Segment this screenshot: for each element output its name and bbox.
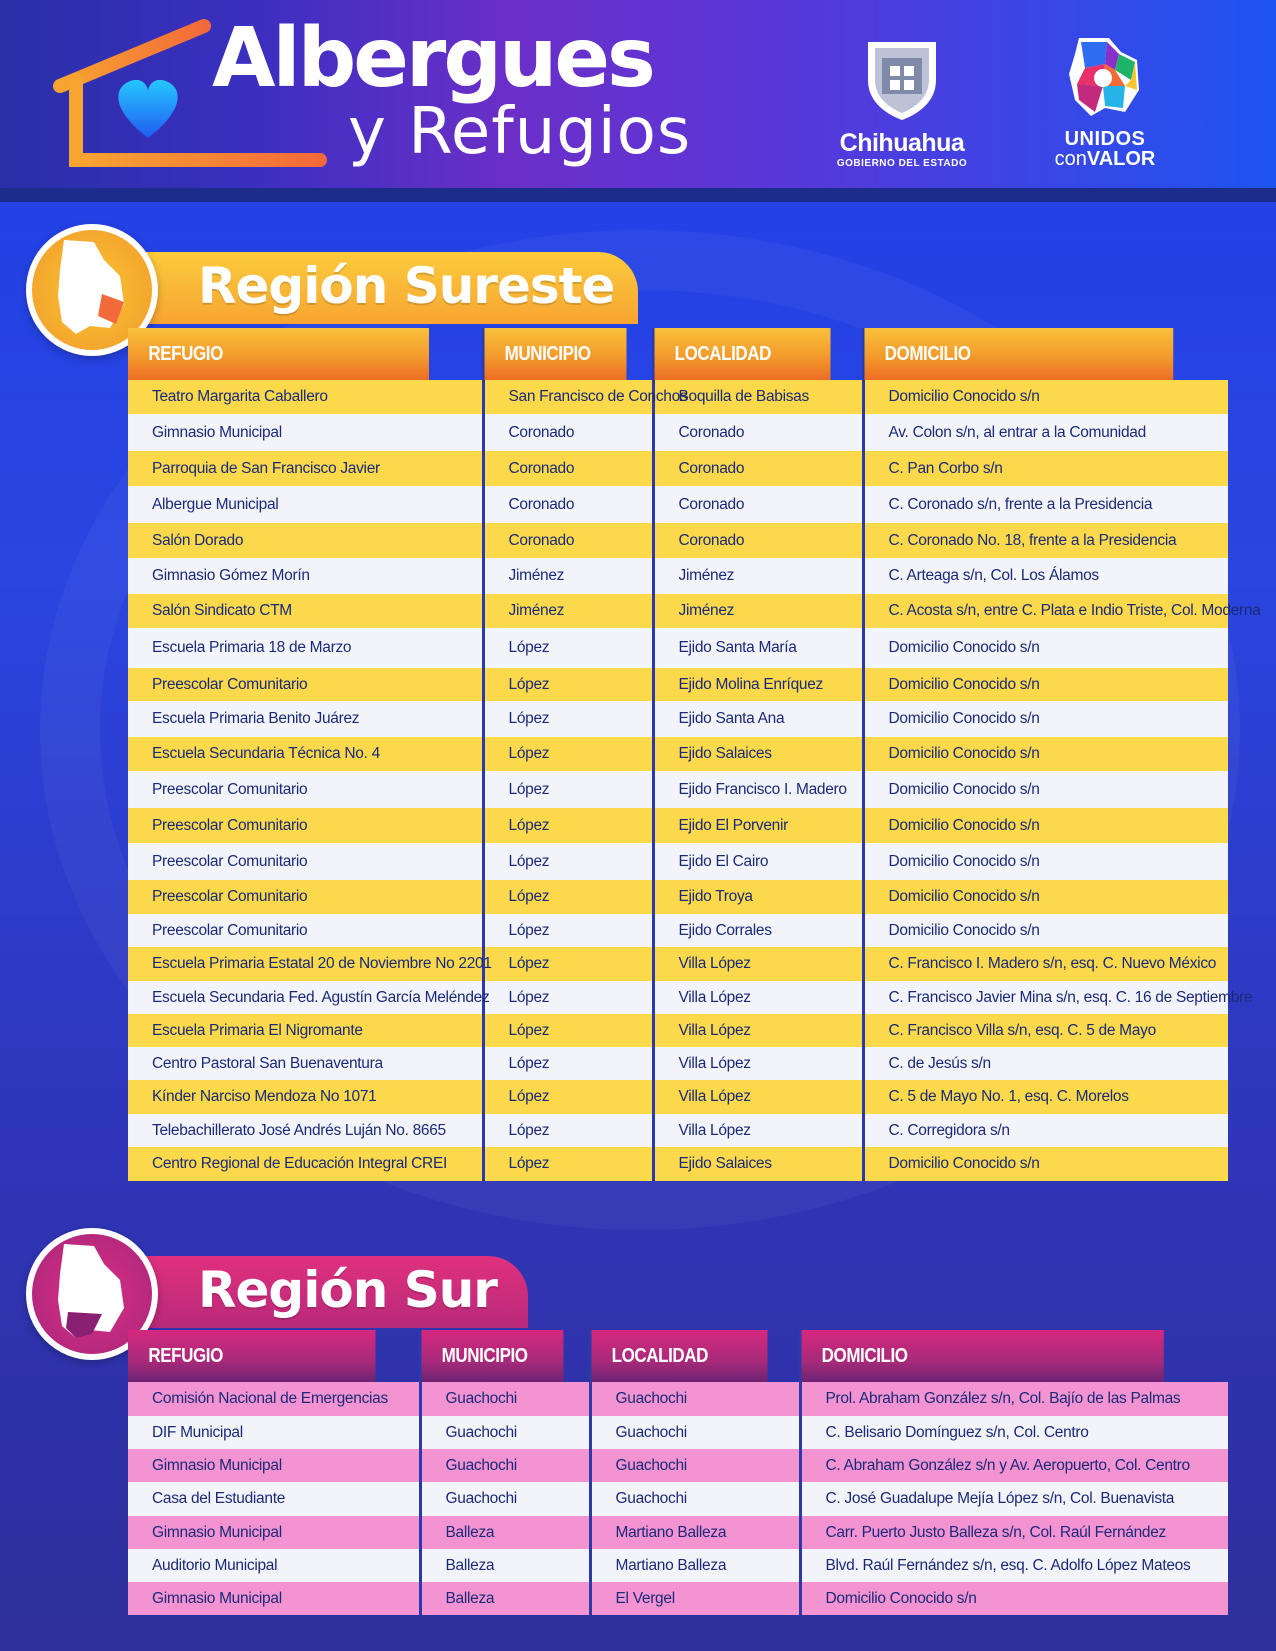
chihuahua-logo-name: Chihuahua <box>839 129 965 157</box>
column-header-municipio: MUNICIPIO <box>483 328 628 380</box>
cell-localidad: Coronado <box>653 486 863 523</box>
cell-refugio: Teatro Margarita Caballero <box>128 380 483 414</box>
chihuahua-logo-subtitle: GOBIERNO DEL ESTADO <box>836 158 968 169</box>
cell-domicilio: C. Arteaga s/n, Col. Los Álamos <box>863 558 1228 594</box>
cell-municipio: Balleza <box>420 1516 590 1549</box>
table-row <box>128 808 1228 843</box>
cell-municipio: Balleza <box>420 1582 590 1615</box>
cell-domicilio: Domicilio Conocido s/n <box>863 668 1228 701</box>
table-row <box>128 737 1228 771</box>
cell-refugio: Gimnasio Municipal <box>128 1449 420 1482</box>
unidos-logo-line1: UNIDOS <box>1064 128 1146 150</box>
cell-municipio: López <box>483 808 653 843</box>
cell-localidad: Ejido Santa Ana <box>653 701 863 737</box>
cell-municipio: López <box>483 914 653 947</box>
cell-refugio: Gimnasio Municipal <box>128 1516 420 1549</box>
cell-domicilio: C. Acosta s/n, entre C. Plata e Indio Triste, Col. Moderna <box>863 594 1228 628</box>
cell-localidad: Villa López <box>653 1080 863 1114</box>
cell-localidad: Martiano Balleza <box>590 1516 800 1549</box>
cell-refugio: Preescolar Comunitario <box>128 914 483 947</box>
column-header-municipio: MUNICIPIO <box>420 1330 565 1382</box>
cell-localidad: Coronado <box>653 523 863 558</box>
sur-table-grid <box>128 1330 1228 1615</box>
column-header-refugio: REFUGIO <box>128 1330 376 1382</box>
cell-domicilio: Domicilio Conocido s/n <box>863 914 1228 947</box>
table-row <box>128 1047 1228 1080</box>
chihuahua-logo <box>822 36 982 172</box>
table-row <box>128 880 1228 914</box>
cell-refugio: Escuela Primaria 18 de Marzo <box>128 628 483 668</box>
cell-municipio: Coronado <box>483 523 653 558</box>
sureste-header-row <box>128 328 1228 380</box>
cell-refugio: Albergue Municipal <box>128 486 483 523</box>
cell-domicilio: Blvd. Raúl Fernández s/n, esq. C. Adolfo López Mateos <box>800 1549 1228 1582</box>
table-row <box>128 1382 1228 1416</box>
cell-localidad: Ejido Molina Enríquez <box>653 668 863 701</box>
cell-municipio: López <box>483 1014 653 1047</box>
table-row <box>128 1449 1228 1482</box>
cell-municipio: Guachochi <box>420 1382 590 1416</box>
cell-localidad: Guachochi <box>590 1482 800 1516</box>
cell-localidad: Villa López <box>653 947 863 981</box>
cell-refugio: Comisión Nacional de Emergencias <box>128 1382 420 1416</box>
cell-localidad: Jiménez <box>653 594 863 628</box>
cell-municipio: López <box>483 1080 653 1114</box>
table-row <box>128 451 1228 486</box>
table-row <box>128 843 1228 880</box>
cell-localidad: Villa López <box>653 1047 863 1080</box>
table-row <box>128 947 1228 981</box>
unidos-logo-con: con <box>1054 148 1087 170</box>
cell-municipio: López <box>483 1047 653 1080</box>
cell-refugio: Escuela Secundaria Fed. Agustín García Meléndez <box>128 981 483 1014</box>
region-sur-title: Región Sur <box>198 1261 497 1319</box>
cell-refugio: Gimnasio Gómez Morín <box>128 558 483 594</box>
cell-domicilio: C. Francisco I. Madero s/n, esq. C. Nuevo México <box>863 947 1228 981</box>
cell-municipio: San Francisco de Conchos <box>483 380 653 414</box>
sur-table-body <box>128 1382 1228 1615</box>
column-header-localidad: LOCALIDAD <box>653 328 832 380</box>
table-row <box>128 1114 1228 1147</box>
cell-domicilio: Av. Colon s/n, al entrar a la Comunidad <box>863 414 1228 451</box>
sureste-table-grid <box>128 328 1261 1181</box>
cell-domicilio: Domicilio Conocido s/n <box>863 628 1228 668</box>
cell-domicilio: Prol. Abraham González s/n, Col. Bajío de las Palmas <box>800 1382 1228 1416</box>
cell-domicilio: C. Abraham González s/n y Av. Aeropuerto, Col. Centro <box>800 1449 1228 1482</box>
cell-refugio: Kínder Narciso Mendoza No 1071 <box>128 1080 483 1114</box>
cell-localidad: Ejido Corrales <box>653 914 863 947</box>
cell-localidad: Guachochi <box>590 1449 800 1482</box>
cell-refugio: Parroquia de San Francisco Javier <box>128 451 483 486</box>
cell-refugio: Escuela Primaria Benito Juárez <box>128 701 483 737</box>
cell-domicilio: C. Francisco Villa s/n, esq. C. 5 de Mayo <box>863 1014 1228 1047</box>
table-row <box>128 668 1228 701</box>
cell-domicilio: C. 5 de Mayo No. 1, esq. C. Morelos <box>863 1080 1228 1114</box>
table-row <box>128 1549 1228 1582</box>
cell-refugio: Escuela Secundaria Técnica No. 4 <box>128 737 483 771</box>
table-row <box>128 701 1228 737</box>
column-header-domicilio: DOMICILIO <box>863 328 1173 380</box>
cell-domicilio: C. Coronado No. 18, frente a la Presidencia <box>863 523 1228 558</box>
cell-domicilio: Domicilio Conocido s/n <box>863 1147 1228 1181</box>
cell-localidad: Ejido Salaices <box>653 737 863 771</box>
cell-domicilio: C. Corregidora s/n <box>863 1114 1228 1147</box>
cell-domicilio: Domicilio Conocido s/n <box>863 808 1228 843</box>
cell-refugio: Centro Regional de Educación Integral CREI <box>128 1147 483 1181</box>
cell-municipio: López <box>483 1147 653 1181</box>
cell-localidad: Boquilla de Babisas <box>653 380 863 414</box>
table-row <box>128 1416 1228 1449</box>
shield-icon <box>862 36 942 122</box>
cell-municipio: López <box>483 737 653 771</box>
table-row <box>128 1516 1228 1549</box>
header-divider <box>0 188 1276 202</box>
cell-domicilio: Domicilio Conocido s/n <box>863 737 1228 771</box>
unidos-logo-line2 <box>1030 149 1180 169</box>
cell-municipio: López <box>483 1114 653 1147</box>
cell-municipio: Coronado <box>483 414 653 451</box>
cell-municipio: Jiménez <box>483 594 653 628</box>
column-header-domicilio: DOMICILIO <box>800 1330 1164 1382</box>
table-row <box>128 414 1228 451</box>
cell-localidad: Martiano Balleza <box>590 1549 800 1582</box>
cell-localidad: Coronado <box>653 451 863 486</box>
cell-domicilio: Domicilio Conocido s/n <box>863 771 1228 808</box>
page-title: Albergues <box>212 11 653 106</box>
cell-localidad: Villa López <box>653 981 863 1014</box>
region-sureste-title: Región Sureste <box>198 257 615 315</box>
table-row <box>128 1147 1228 1181</box>
cell-municipio: Balleza <box>420 1549 590 1582</box>
table-row <box>128 486 1228 523</box>
cell-localidad: Ejido El Cairo <box>653 843 863 880</box>
cell-domicilio: C. Francisco Javier Mina s/n, esq. C. 16 de Septiembre <box>863 981 1228 1014</box>
cell-municipio: López <box>483 981 653 1014</box>
table-row <box>128 1582 1228 1615</box>
column-header-localidad: LOCALIDAD <box>590 1330 769 1382</box>
cell-domicilio: Domicilio Conocido s/n <box>863 880 1228 914</box>
cell-municipio: Jiménez <box>483 558 653 594</box>
cell-localidad: Ejido Francisco I. Madero <box>653 771 863 808</box>
table-row <box>128 523 1228 558</box>
cell-domicilio: C. de Jesús s/n <box>863 1047 1228 1080</box>
cell-localidad: Coronado <box>653 414 863 451</box>
cell-refugio: Preescolar Comunitario <box>128 771 483 808</box>
cell-domicilio: C. Coronado s/n, frente a la Presidencia <box>863 486 1228 523</box>
cell-localidad: Villa López <box>653 1114 863 1147</box>
cell-refugio: Casa del Estudiante <box>128 1482 420 1516</box>
sur-header-row <box>128 1330 1228 1382</box>
table-row <box>128 981 1228 1014</box>
header-banner <box>0 0 1276 200</box>
cell-refugio: Escuela Primaria Estatal 20 de Noviembre No 2201 <box>128 947 483 981</box>
cell-refugio: Preescolar Comunitario <box>128 668 483 701</box>
cell-refugio: Gimnasio Municipal <box>128 414 483 451</box>
cell-refugio: Preescolar Comunitario <box>128 808 483 843</box>
cell-municipio: Guachochi <box>420 1449 590 1482</box>
cell-domicilio: C. José Guadalupe Mejía López s/n, Col. Buenavista <box>800 1482 1228 1516</box>
table-row <box>128 914 1228 947</box>
cell-municipio: López <box>483 668 653 701</box>
cell-municipio: López <box>483 880 653 914</box>
sur-table <box>128 1330 1228 1615</box>
cell-municipio: Guachochi <box>420 1482 590 1516</box>
cell-refugio: Escuela Primaria El Nigromante <box>128 1014 483 1047</box>
table-row <box>128 771 1228 808</box>
unidos-logo-valor: VALOR <box>1086 148 1156 170</box>
cell-refugio: Telebachillerato José Andrés Luján No. 8665 <box>128 1114 483 1147</box>
cell-municipio: López <box>483 771 653 808</box>
page-subtitle: y Refugios <box>348 95 692 169</box>
cell-domicilio: Domicilio Conocido s/n <box>863 843 1228 880</box>
table-row <box>128 558 1228 594</box>
sureste-table-body <box>128 380 1261 1181</box>
cell-refugio: DIF Municipal <box>128 1416 420 1449</box>
table-row <box>128 1014 1228 1047</box>
cell-refugio: Auditorio Municipal <box>128 1549 420 1582</box>
cell-refugio: Gimnasio Municipal <box>128 1582 420 1615</box>
table-row <box>128 380 1228 414</box>
cell-municipio: López <box>483 947 653 981</box>
cell-localidad: Ejido El Porvenir <box>653 808 863 843</box>
table-row <box>128 1482 1228 1516</box>
cell-localidad: Jiménez <box>653 558 863 594</box>
cell-localidad: Guachochi <box>590 1416 800 1449</box>
cell-domicilio: Domicilio Conocido s/n <box>863 380 1228 414</box>
cell-municipio: Guachochi <box>420 1416 590 1449</box>
cell-refugio: Centro Pastoral San Buenaventura <box>128 1047 483 1080</box>
cell-domicilio: Domicilio Conocido s/n <box>863 701 1228 737</box>
unidos-con-valor-logo <box>1030 34 1180 170</box>
cell-municipio: López <box>483 628 653 668</box>
cell-domicilio: Domicilio Conocido s/n <box>800 1582 1228 1615</box>
cell-refugio: Preescolar Comunitario <box>128 843 483 880</box>
table-row <box>128 628 1228 668</box>
cell-domicilio: C. Belisario Domínguez s/n, Col. Centro <box>800 1416 1228 1449</box>
cell-localidad: Guachochi <box>590 1382 800 1416</box>
cell-municipio: López <box>483 843 653 880</box>
table-row <box>128 1080 1228 1114</box>
cell-localidad: Ejido Salaices <box>653 1147 863 1181</box>
cell-refugio: Salón Dorado <box>128 523 483 558</box>
cell-domicilio: Carr. Puerto Justo Balleza s/n, Col. Raúl Fernández <box>800 1516 1228 1549</box>
cell-refugio: Preescolar Comunitario <box>128 880 483 914</box>
cell-domicilio: C. Pan Corbo s/n <box>863 451 1228 486</box>
cell-localidad: Ejido Santa María <box>653 628 863 668</box>
cell-refugio: Salón Sindicato CTM <box>128 594 483 628</box>
column-header-refugio: REFUGIO <box>128 328 430 380</box>
cell-localidad: El Vergel <box>590 1582 800 1615</box>
cell-municipio: Coronado <box>483 486 653 523</box>
state-map-colorful-icon <box>1065 34 1145 120</box>
cell-localidad: Ejido Troya <box>653 880 863 914</box>
cell-municipio: López <box>483 701 653 737</box>
sureste-table <box>128 328 1261 1181</box>
table-row <box>128 594 1228 628</box>
cell-localidad: Villa López <box>653 1014 863 1047</box>
cell-municipio: Coronado <box>483 451 653 486</box>
